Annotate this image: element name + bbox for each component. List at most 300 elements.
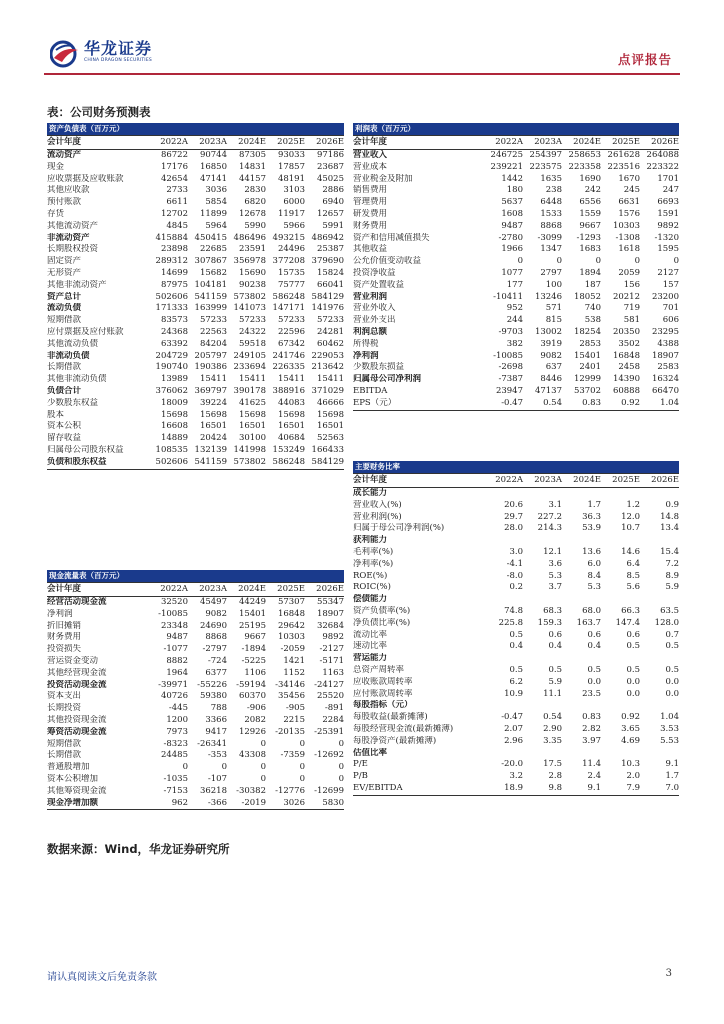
- cell-value: 36218: [199, 785, 227, 796]
- cell-value: 15401: [238, 608, 266, 619]
- cell-value: 15698: [277, 409, 305, 420]
- cell-value: 1559: [579, 208, 601, 219]
- cell-value: -3099: [537, 232, 562, 243]
- cell-value: 0: [260, 738, 266, 749]
- cell-value: 1.04: [660, 712, 679, 723]
- cell-value: [523, 488, 562, 500]
- cell-value: 12.1: [543, 546, 562, 557]
- cell-value: 6448: [540, 197, 562, 208]
- cell-value: 541159: [194, 291, 227, 302]
- cell-value: 1106: [244, 667, 266, 678]
- cell-value: 171333: [155, 303, 188, 314]
- cell-value: 3919: [540, 338, 562, 349]
- cell-value: 24496: [277, 244, 305, 255]
- table-row: [47, 597, 344, 609]
- table-row: [353, 185, 679, 197]
- table-row: [47, 774, 344, 786]
- cell-value: 571: [545, 303, 562, 314]
- cell-value: 20424: [199, 433, 227, 444]
- row-label: 流动比率: [353, 629, 388, 640]
- table-row: [353, 386, 679, 398]
- row-label: 财务费用: [47, 632, 82, 643]
- cell-value: 0.0: [587, 676, 601, 687]
- cell-value: 16501: [238, 421, 266, 432]
- cell-value: 0: [595, 256, 601, 267]
- column-header-year: 2022A: [495, 137, 523, 147]
- cell-value: 16848: [277, 608, 305, 619]
- cell-value: 3103: [283, 185, 305, 196]
- row-label: 每股指标（元）: [353, 700, 413, 711]
- cell-value: 128.0: [654, 617, 679, 628]
- table-row: [47, 185, 344, 197]
- cell-value: 6940: [322, 197, 344, 208]
- row-label: 总资产周转率: [353, 664, 405, 675]
- cell-value: 14699: [160, 267, 188, 278]
- cell-value: 0: [299, 762, 305, 773]
- table-row: [47, 739, 344, 751]
- cell-value: 16501: [199, 421, 227, 432]
- cell-value: 13002: [534, 326, 562, 337]
- row-label: 经营活动现金流: [47, 597, 107, 607]
- row-label: 净利率(%): [353, 558, 394, 569]
- row-label: 资产总计: [47, 291, 82, 302]
- cell-value: -10411: [493, 291, 523, 302]
- cell-value: -8.0: [506, 570, 523, 581]
- cell-value: 12999: [573, 374, 601, 385]
- cell-value: 22563: [199, 326, 227, 337]
- cell-value: 24690: [199, 620, 227, 631]
- table-row: [353, 630, 679, 642]
- cell-value: 15411: [238, 374, 266, 385]
- cell-value: 163999: [194, 303, 227, 314]
- cell-value: 223322: [646, 161, 679, 172]
- cell-value: 23295: [651, 326, 679, 337]
- cell-value: [562, 700, 601, 712]
- cell-value: -724: [207, 655, 227, 666]
- cell-value: [523, 748, 562, 760]
- cell-value: 205797: [194, 350, 227, 361]
- row-label: 营业外支出: [353, 315, 396, 326]
- cell-value: 952: [506, 303, 523, 314]
- cell-value: [562, 488, 601, 500]
- column-header-year: 2025E: [277, 584, 305, 594]
- cell-value: 163.7: [576, 617, 601, 628]
- cell-value: 0: [673, 256, 679, 267]
- cell-value: -25391: [314, 726, 344, 737]
- row-label: 负债合计: [47, 385, 82, 396]
- cell-value: 15401: [573, 350, 601, 361]
- cell-value: 0.54: [543, 712, 562, 723]
- row-label: 现金净增加额: [47, 797, 99, 808]
- cell-value: -12692: [314, 750, 344, 761]
- cell-value: 0: [338, 738, 344, 749]
- column-header-year: 2023A: [534, 475, 562, 485]
- cell-value: 22685: [199, 244, 227, 255]
- cell-value: 9892: [657, 220, 679, 231]
- cell-value: 66041: [316, 279, 344, 290]
- cell-value: 2.0: [626, 771, 640, 782]
- cell-value: -1320: [654, 232, 679, 243]
- row-label: EV/EBITDA: [353, 782, 403, 793]
- brand-name-english: CHINA DRAGON SECURITIES: [84, 58, 152, 63]
- cell-value: 3502: [618, 338, 640, 349]
- cell-value: 538: [584, 315, 601, 326]
- cell-value: 1077: [501, 267, 523, 278]
- cell-value: 2.96: [504, 735, 523, 746]
- row-label: 其他非流动资产: [47, 279, 107, 290]
- cell-value: 32520: [160, 597, 188, 607]
- cell-value: 141998: [233, 444, 266, 455]
- cell-value: 187: [584, 279, 601, 290]
- table-row: [353, 783, 679, 796]
- cell-value: 67342: [277, 338, 305, 349]
- cell-value: 1591: [657, 208, 679, 219]
- cell-value: 14390: [612, 374, 640, 385]
- cell-value: 0.0: [665, 676, 679, 687]
- cell-value: 141976: [311, 303, 344, 314]
- cell-value: 5964: [205, 220, 227, 231]
- column-header-year: 2024E: [573, 137, 601, 147]
- row-label: 营业成本: [353, 161, 388, 172]
- cell-value: 379690: [311, 256, 344, 267]
- cell-value: 6556: [579, 197, 601, 208]
- cell-value: -12699: [314, 785, 344, 796]
- cell-value: 1163: [322, 667, 344, 678]
- cell-value: 223358: [568, 161, 601, 172]
- row-label: 营业税金及附加: [353, 173, 413, 184]
- cell-value: 1894: [579, 267, 601, 278]
- row-label: 估值比率: [353, 747, 388, 758]
- table-header-row: [353, 473, 679, 488]
- table-row: [353, 315, 679, 327]
- cell-value: -891: [324, 703, 344, 714]
- cell-value: 13.4: [660, 523, 679, 534]
- table-row: [47, 786, 344, 798]
- cell-value: 15690: [238, 267, 266, 278]
- table-row: [353, 771, 679, 783]
- row-label: 营业收入: [353, 150, 388, 160]
- cell-value: 1347: [540, 244, 562, 255]
- cell-value: 0.6: [587, 629, 601, 640]
- cell-value: 2.4: [587, 771, 601, 782]
- cell-value: 1.7: [587, 499, 601, 510]
- cell-value: 60370: [238, 691, 266, 702]
- cell-value: [523, 700, 562, 712]
- cell-value: 47141: [199, 173, 227, 184]
- cell-value: 12657: [316, 208, 344, 219]
- cell-value: 3.0: [509, 546, 523, 557]
- cell-value: 264088: [646, 150, 679, 160]
- cell-value: -1077: [163, 644, 188, 655]
- cell-value: 87975: [160, 279, 188, 290]
- cell-value: [601, 535, 640, 547]
- cell-value: 4845: [166, 220, 188, 231]
- cell-value: 1964: [166, 667, 188, 678]
- cell-value: 0: [299, 738, 305, 749]
- cell-value: 2853: [579, 338, 601, 349]
- cell-value: 190740: [155, 362, 188, 373]
- column-header-year: 2025E: [612, 475, 640, 485]
- table-row: [353, 748, 679, 760]
- cell-value: 390178: [233, 385, 266, 396]
- cell-value: 254397: [529, 150, 562, 160]
- table-row: [47, 398, 344, 410]
- cell-value: -8323: [163, 738, 188, 749]
- cell-value: -26341: [197, 738, 227, 749]
- cell-value: [640, 700, 679, 712]
- table-row: [47, 209, 344, 221]
- cash-flow-table: [47, 570, 344, 810]
- cell-value: 32684: [316, 620, 344, 631]
- column-header-year: 2025E: [612, 137, 640, 147]
- table-row: [47, 457, 344, 470]
- cell-value: 5637: [501, 197, 523, 208]
- cell-value: 637: [545, 362, 562, 373]
- cell-value: 3366: [205, 714, 227, 725]
- cell-value: 6000: [283, 197, 305, 208]
- row-label: ROIC(%): [353, 582, 391, 593]
- cell-value: 93033: [277, 150, 305, 160]
- row-label: 资产负债率(%): [353, 605, 411, 616]
- cell-value: 53702: [573, 385, 601, 396]
- table-row: [47, 656, 344, 668]
- table-row: [353, 582, 679, 594]
- row-label: 折旧摊销: [47, 620, 82, 631]
- table-header-row: [353, 135, 679, 150]
- cell-value: 24281: [316, 326, 344, 337]
- row-label: 短期借款: [47, 315, 82, 326]
- cell-value: 25195: [238, 620, 266, 631]
- cell-value: -2780: [498, 232, 523, 243]
- column-header-label: 会计年度: [353, 475, 388, 485]
- cell-value: 8.4: [587, 570, 601, 581]
- cell-value: 177: [506, 279, 523, 290]
- table-row: [353, 665, 679, 677]
- cell-value: -7153: [163, 785, 188, 796]
- row-label: 利润总额: [353, 326, 388, 337]
- row-label: 其他非流动负债: [47, 374, 107, 385]
- cell-value: 0.5: [665, 641, 679, 652]
- cell-value: 28.0: [504, 523, 523, 534]
- cell-value: 356978: [233, 256, 266, 267]
- cell-value: 2886: [322, 185, 344, 196]
- column-header-year: 2024E: [573, 475, 601, 485]
- cell-value: 11917: [277, 208, 305, 219]
- row-label: 毛利率(%): [353, 546, 394, 557]
- row-label: 资本公积: [47, 421, 82, 432]
- cell-value: 15698: [316, 409, 344, 420]
- cell-value: 9892: [322, 632, 344, 643]
- table-row: [353, 547, 679, 559]
- cell-value: 16850: [199, 161, 227, 172]
- cell-value: 244: [506, 315, 523, 326]
- table-row: [47, 374, 344, 386]
- cell-value: 20.6: [504, 499, 523, 510]
- cell-value: 90238: [238, 279, 266, 290]
- row-label: 固定资产: [47, 256, 82, 267]
- cell-value: 238: [545, 185, 562, 196]
- cell-value: 376062: [155, 385, 188, 396]
- cell-value: 584129: [311, 291, 344, 302]
- table-row: [47, 268, 344, 280]
- cell-value: 15824: [316, 267, 344, 278]
- cell-value: 1635: [540, 173, 562, 184]
- cell-value: 5.53: [660, 735, 679, 746]
- cell-value: 24485: [160, 750, 188, 761]
- cell-value: 213642: [311, 362, 344, 373]
- cell-value: 1442: [501, 173, 523, 184]
- cell-value: 14889: [160, 433, 188, 444]
- cell-value: 1701: [657, 173, 679, 184]
- row-label: 非流动资产: [47, 232, 90, 243]
- cell-value: 241746: [272, 350, 305, 361]
- cell-value: [640, 653, 679, 665]
- cell-value: 3.1: [548, 499, 562, 510]
- row-label: P/E: [353, 759, 368, 770]
- cell-value: [640, 488, 679, 500]
- cell-value: [640, 748, 679, 760]
- cell-value: -24127: [314, 679, 344, 690]
- table-row: [353, 209, 679, 221]
- cell-value: -59194: [236, 679, 266, 690]
- cell-value: 36.3: [582, 511, 601, 522]
- cell-value: 258653: [568, 150, 601, 160]
- cell-value: 47137: [534, 385, 562, 396]
- row-label: EBITDA: [353, 385, 388, 396]
- row-label: ROE(%): [353, 570, 388, 581]
- cell-value: 581: [623, 315, 640, 326]
- cell-value: -905: [285, 703, 305, 714]
- cell-value: 6693: [657, 197, 679, 208]
- cell-value: 66470: [651, 385, 679, 396]
- table-row: [353, 571, 679, 583]
- row-label: 归属母公司净利润: [353, 374, 422, 385]
- cell-value: 11.1: [543, 688, 562, 699]
- table-row: [353, 759, 679, 771]
- table-row: [353, 736, 679, 748]
- table-row: [353, 523, 679, 535]
- row-label: 营业收入(%): [353, 499, 402, 510]
- row-label: 投资损失: [47, 644, 82, 655]
- cell-value: 0.0: [626, 688, 640, 699]
- cell-value: 541159: [194, 456, 227, 467]
- table-row: [47, 162, 344, 174]
- cell-value: 204729: [155, 350, 188, 361]
- cell-value: 1.2: [626, 499, 640, 510]
- cell-value: 14831: [238, 161, 266, 172]
- cell-value: 229053: [311, 350, 344, 361]
- cell-value: 15411: [316, 374, 344, 385]
- cell-value: 0.5: [587, 664, 601, 675]
- cell-value: 3.2: [509, 771, 523, 782]
- cell-value: 8868: [205, 632, 227, 643]
- table-row: [47, 362, 344, 374]
- cell-value: 502606: [155, 291, 188, 302]
- row-label: 其他收益: [353, 244, 388, 255]
- cell-value: 586248: [272, 291, 305, 302]
- cell-value: 0: [556, 256, 562, 267]
- table-row: [353, 606, 679, 618]
- cell-value: -1308: [615, 232, 640, 243]
- cell-value: 11.4: [582, 759, 601, 770]
- cell-value: -107: [207, 773, 227, 784]
- cell-value: 10303: [612, 220, 640, 231]
- cell-value: 16501: [277, 421, 305, 432]
- column-header-year: 2026E: [651, 475, 679, 485]
- cell-value: 0.0: [665, 688, 679, 699]
- table-row: [47, 632, 344, 644]
- cell-value: 15682: [199, 267, 227, 278]
- row-label: 无形资产: [47, 267, 82, 278]
- cell-value: 0.5: [626, 641, 640, 652]
- cell-value: 227.2: [537, 511, 562, 522]
- cell-value: 18052: [573, 291, 601, 302]
- column-header-year: 2022A: [160, 137, 188, 147]
- cell-value: 606: [662, 315, 679, 326]
- cell-value: [640, 535, 679, 547]
- table-row: [47, 445, 344, 457]
- cell-value: 18.9: [504, 782, 523, 793]
- row-label: 每股净资产(最新摊薄): [353, 735, 437, 746]
- cell-value: 18907: [316, 608, 344, 619]
- cell-value: 23687: [316, 161, 344, 172]
- column-header-label: 会计年度: [353, 137, 388, 147]
- cell-value: 44249: [238, 597, 266, 607]
- cell-value: 12926: [238, 726, 266, 737]
- table-row: [47, 750, 344, 762]
- cell-value: -39971: [158, 679, 188, 690]
- cell-value: -12776: [275, 785, 305, 796]
- cell-value: 247: [662, 185, 679, 196]
- income-statement-table: [353, 123, 679, 411]
- cell-value: 25520: [316, 691, 344, 702]
- cell-value: 14.6: [621, 546, 640, 557]
- cell-value: -55226: [197, 679, 227, 690]
- cell-value: 740: [584, 303, 601, 314]
- table-row: [47, 197, 344, 209]
- cell-value: 4.69: [621, 735, 640, 746]
- cell-value: 15698: [238, 409, 266, 420]
- cell-value: 17.5: [543, 759, 562, 770]
- column-header-year: 2023A: [534, 137, 562, 147]
- cell-value: 1690: [579, 173, 601, 184]
- cell-value: 8882: [166, 655, 188, 666]
- cell-value: 5.3: [548, 570, 562, 581]
- cell-value: 5.9: [665, 582, 679, 593]
- table-row: [353, 398, 679, 411]
- row-label: 流动负债: [47, 303, 82, 314]
- cell-value: 3.6: [548, 558, 562, 569]
- table-row: [47, 727, 344, 739]
- cell-value: 2.07: [504, 723, 523, 734]
- cell-value: 2215: [283, 714, 305, 725]
- cell-value: 11899: [199, 208, 227, 219]
- cell-value: 15698: [199, 409, 227, 420]
- table-row: [353, 150, 679, 162]
- row-label: 投资净收益: [353, 267, 396, 278]
- cell-value: [562, 653, 601, 665]
- column-header-year: 2024E: [238, 584, 266, 594]
- cell-value: 100: [545, 279, 562, 290]
- row-label: 长期借款: [47, 750, 82, 761]
- cell-value: 15698: [160, 409, 188, 420]
- table-row: [47, 691, 344, 703]
- cell-value: 7.9: [626, 782, 640, 793]
- column-header-year: 2026E: [651, 137, 679, 147]
- cell-value: 10.3: [621, 759, 640, 770]
- cell-value: 17857: [277, 161, 305, 172]
- cell-value: 57233: [277, 315, 305, 326]
